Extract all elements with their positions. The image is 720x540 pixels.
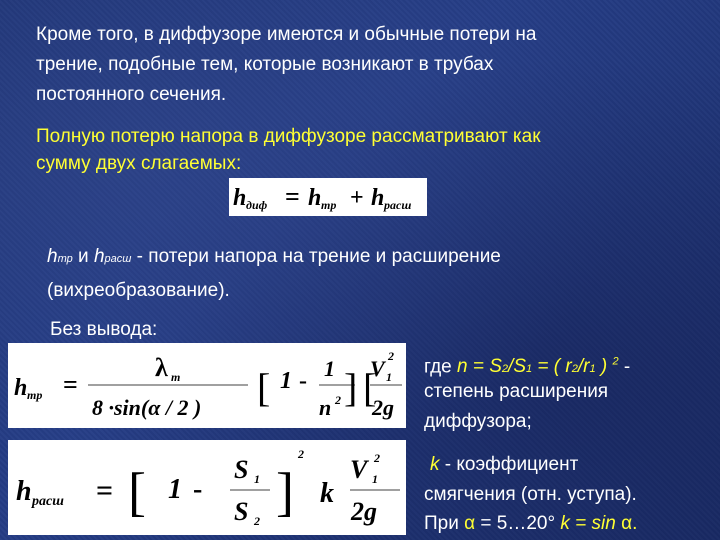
sub-2: 2 bbox=[254, 514, 260, 528]
formula-total-loss-svg bbox=[229, 178, 427, 216]
highlight-line-1: Полную потерю напора в диффузоре рассматривают как bbox=[36, 126, 541, 147]
two-g: 2g bbox=[372, 395, 394, 420]
formula-expansion-svg bbox=[8, 440, 406, 535]
sub-1: 1 bbox=[254, 472, 260, 486]
h-symbol: h bbox=[371, 185, 385, 211]
no-derivation-label: Без вывода: bbox=[50, 319, 158, 340]
losses-line-1 bbox=[47, 245, 501, 271]
equals-sign: = bbox=[285, 182, 300, 211]
alpha-symbol: α bbox=[621, 513, 633, 534]
exponent: 2 bbox=[335, 393, 341, 407]
alpha-symbol: α bbox=[464, 513, 476, 534]
open-bracket: [ bbox=[128, 462, 146, 522]
one: 1 bbox=[168, 474, 182, 505]
where-line-3: диффузора; bbox=[424, 411, 532, 432]
open-bracket: [ bbox=[257, 365, 271, 410]
one: 1 bbox=[280, 368, 292, 394]
v-symbol: V bbox=[370, 356, 385, 381]
h-symbol: h bbox=[14, 375, 28, 401]
sub-dif: диф bbox=[246, 198, 268, 212]
h-symbol: h bbox=[16, 476, 32, 507]
open-bracket: [ bbox=[363, 365, 377, 410]
where-line-1 bbox=[424, 350, 630, 381]
equals-sign: = bbox=[96, 474, 114, 507]
close-bracket: ] bbox=[276, 462, 294, 522]
dash: - bbox=[623, 356, 631, 378]
minus-sign: - bbox=[193, 474, 203, 505]
minus-sign: - bbox=[299, 368, 307, 394]
losses-description: - потери напора на трение и расширение bbox=[136, 246, 501, 267]
lambda-symbol: λ bbox=[155, 353, 168, 382]
losses-line-2: (вихреобразование). bbox=[47, 280, 230, 301]
n-symbol: n bbox=[319, 395, 332, 420]
exponent: 2 bbox=[388, 349, 394, 363]
intro-line-3: постоянного сечения. bbox=[36, 84, 227, 105]
h-symbol: h bbox=[47, 246, 58, 267]
intro-line-1: Кроме того, в диффузоре имеются и обычные потери на bbox=[36, 24, 537, 45]
k-symbol: k bbox=[430, 454, 440, 475]
highlight-line-2: сумму двух слагаемых: bbox=[36, 153, 242, 174]
formula-friction-svg bbox=[8, 343, 406, 428]
k-line-3 bbox=[424, 512, 637, 536]
where-word: где bbox=[424, 356, 452, 378]
equals-sign: = bbox=[63, 370, 78, 399]
h-symbol: h bbox=[233, 185, 247, 211]
sub-rash: расш bbox=[104, 253, 132, 265]
k-description: - коэффициент bbox=[444, 454, 579, 475]
formula-total-loss bbox=[229, 178, 427, 216]
sub-tr: тр bbox=[57, 253, 73, 265]
two-g: 2g bbox=[351, 497, 377, 526]
one: 1 bbox=[324, 356, 335, 381]
plus-sign: + bbox=[350, 185, 364, 211]
exponent: 2 bbox=[298, 447, 304, 461]
period: . bbox=[632, 513, 638, 534]
sub-1: 1 bbox=[386, 370, 392, 384]
exponent: 2 bbox=[374, 451, 380, 465]
k-line-2: смягчения (отн. уступа). bbox=[424, 484, 637, 505]
sub-1: 1 bbox=[372, 472, 378, 486]
n-expression: n = S2/S1 = ( r2/r1 ) $^2$ bbox=[457, 356, 619, 378]
pri-word: При bbox=[424, 513, 459, 534]
s-symbol: S bbox=[234, 497, 249, 526]
and-word: и bbox=[78, 246, 89, 267]
formula-expansion-loss bbox=[8, 440, 406, 535]
h-symbol: h bbox=[308, 185, 322, 211]
s-symbol: S bbox=[234, 455, 249, 484]
denominator: 8 ·sin(α / 2 ) bbox=[92, 395, 202, 420]
k-equals-sin: k = sin bbox=[560, 513, 616, 534]
where-line-2: степень расширения bbox=[424, 381, 609, 402]
formula-friction-loss bbox=[8, 343, 406, 428]
close-bracket: ] bbox=[344, 365, 358, 410]
sub-rash: расш bbox=[384, 198, 412, 212]
sub-tr: тр bbox=[27, 388, 43, 402]
k-symbol: k bbox=[320, 478, 334, 509]
h-symbol: h bbox=[93, 246, 105, 267]
intro-line-2: трение, подобные тем, которые возникают в трубах bbox=[36, 54, 494, 75]
sub-rash: расш bbox=[32, 494, 64, 509]
sub-tr: тр bbox=[321, 198, 337, 212]
alpha-range: = 5…20° bbox=[480, 513, 556, 534]
k-line-1 bbox=[430, 453, 578, 477]
v-symbol: V bbox=[350, 455, 368, 484]
sub-t: т bbox=[171, 370, 181, 384]
